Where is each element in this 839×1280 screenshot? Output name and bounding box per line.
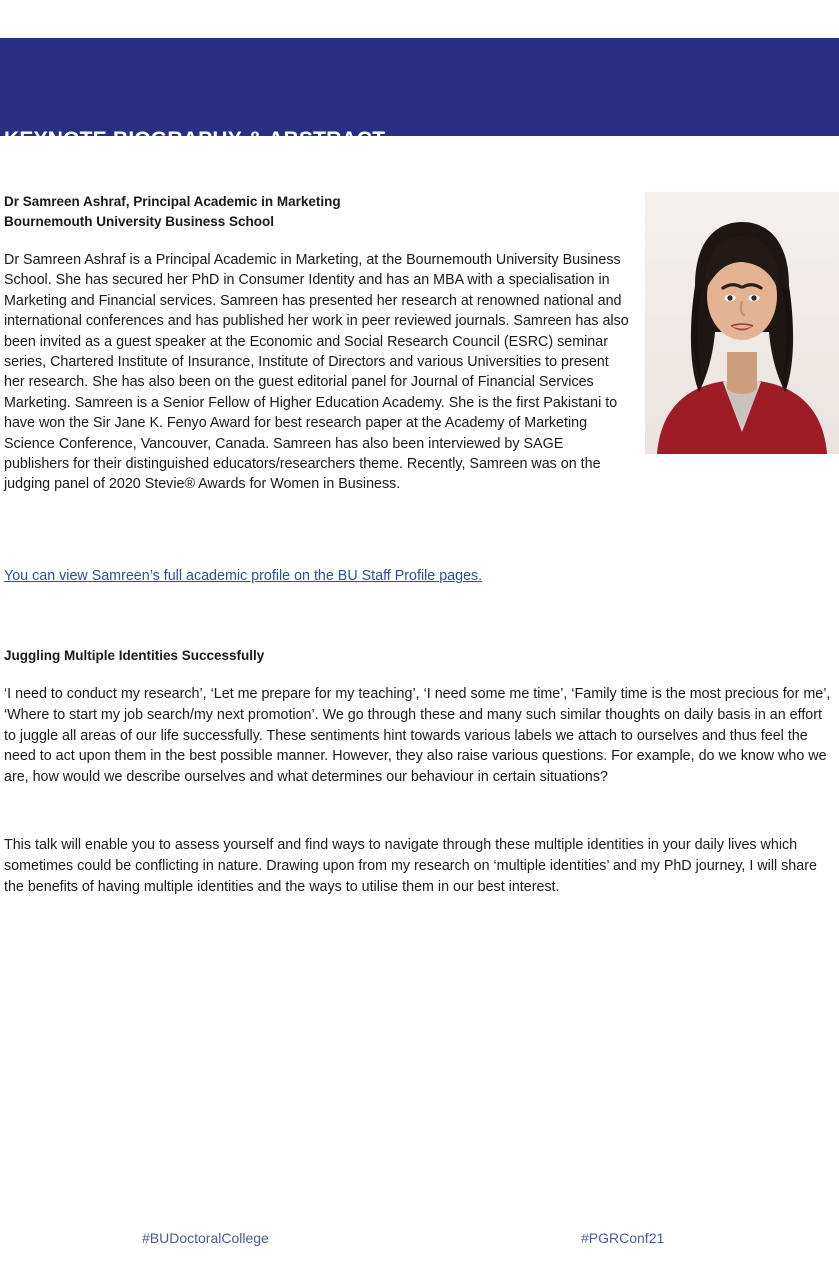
speaker-portrait: [645, 192, 839, 454]
abstract-title: Juggling Multiple Identities Successfully: [4, 648, 265, 663]
page-title: KEYNOTE BIOGRAPHY & ABSTRACT: [4, 128, 386, 151]
abstract-paragraph-2: This talk will enable you to assess yourself and find ways to navigate through these multiple identities in your daily lives which sometimes could be conflicting in nature. Drawing upon from my research on ‘multiple identities’ and my PhD journey, I will share the benefits of having multiple identities and the ways to utilise them in our best interest.: [4, 837, 817, 895]
footer: [0, 1230, 839, 1260]
footer-hashtag-left: #BUDoctoralCollege: [142, 1230, 269, 1246]
abstract-paragraph-1: ‘I need to conduct my research’, ‘Let me prepare for my teaching’, ‘I need some me time’, ‘Family time is the most precious for me’, ‘Where to start my job search/my next promotion’. We go through these and many such similar thoughts on daily basis in an effort to juggle all areas of our life successfully. These sentiments hint towards various labels we attach to ourselves and thus feel the need to act upon them in the best possible manner. However, they also raise various questions. For example, do we know who we are, how would we describe ourselves and what determines our behaviour in certain situations?: [4, 686, 831, 786]
header-band: [0, 38, 839, 151]
speaker-school: Bournemouth University Business School: [4, 214, 275, 229]
biography-block: [4, 192, 629, 509]
biography-text: Dr Samreen Ashraf is a Principal Academic in Marketing, at the Bournemouth University Business School. She has secured her PhD in Consumer Identity and has an MBA with a specialisation in Marketing and Financial services. Samreen has presented her research at renowned national and international conferences and has published her work in peer reviewed journals. Samreen has also been invited as a guest speaker at the Economic and Social Research Council (ESRC) seminar series, Chartered Institute of Insurance, Institute of Directors and various Universities to present her research. She has also been on the guest editorial panel for Journal of Financial Services Marketing. Samreen is a Senior Fellow of Higher Education Academy. She is the first Pakistani to have won the Sir Jane K. Fenyo Award for best research paper at the Academy of Marketing Science Conference, Vancouver, Canada. Samreen has also been interviewed by SAGE publishers for their distinguished educators/researchers theme. Recently, Samreen was on the judging panel of 2020 Stevie® Awards for Women in Business.: [4, 252, 629, 493]
portrait-illustration: [645, 192, 839, 454]
footer-hashtag-right: #PGRConf21: [581, 1230, 665, 1246]
speaker-name: Dr Samreen Ashraf, Principal Academic in Marketing: [4, 194, 341, 209]
staff-profile-link[interactable]: You can view Samreen’s full academic profile on the BU Staff Profile pages.: [4, 568, 483, 584]
